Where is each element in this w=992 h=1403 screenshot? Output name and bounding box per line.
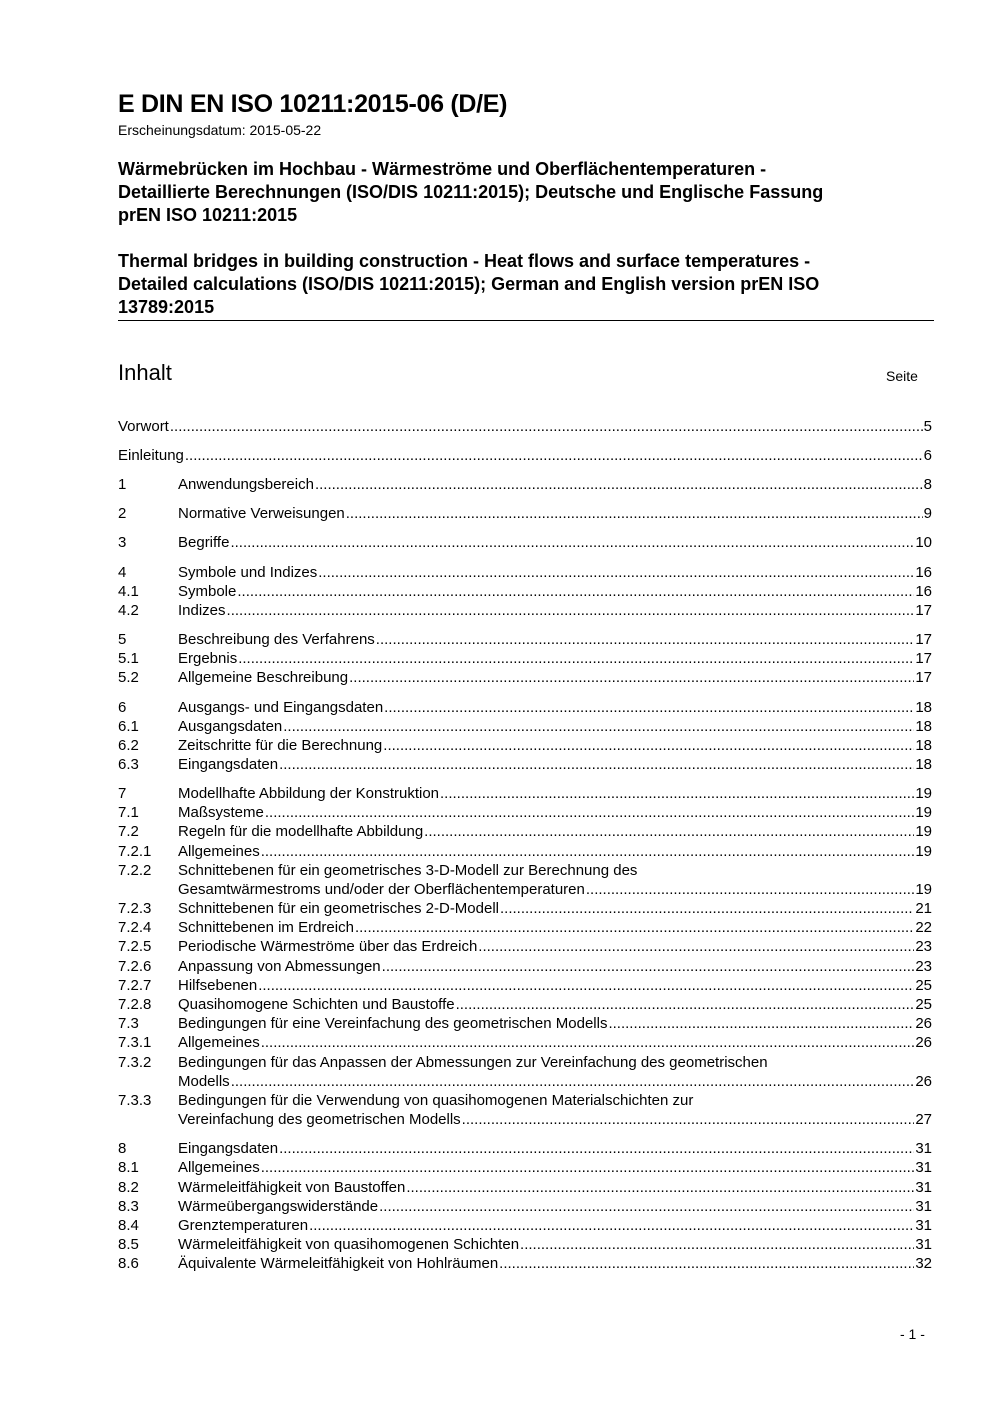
toc-entry-title: Begriffe xyxy=(178,534,230,551)
toc-entry-title: Ergebnis xyxy=(178,650,238,667)
toc-entry xyxy=(118,736,932,755)
toc-entry-title: Schnittebenen im Erdreich xyxy=(178,919,354,936)
toc-entry-title: Grenztemperaturen xyxy=(178,1217,309,1234)
toc-entry xyxy=(118,1139,932,1158)
toc-entry-page: 31 xyxy=(915,1159,932,1176)
toc-entry-page: 5 xyxy=(923,418,932,435)
toc-dot-leader xyxy=(261,842,915,861)
toc-entry-page: 31 xyxy=(915,1140,932,1157)
toc-entry-title: Indizes xyxy=(178,602,226,619)
toc-entry-page: 17 xyxy=(915,669,932,686)
toc-dot-leader xyxy=(309,1216,914,1235)
toc-entry-number: 4.1 xyxy=(118,583,139,600)
toc-entry-page: 19 xyxy=(915,843,932,860)
toc-entry-number: 7.3 xyxy=(118,1015,139,1032)
toc-entry-title: Periodische Wärmeströme über das Erdreich xyxy=(178,938,478,955)
toc-entry xyxy=(118,563,932,582)
toc-dot-leader xyxy=(238,649,914,668)
toc-entry-number: 2 xyxy=(118,505,127,522)
toc-entry xyxy=(118,1158,932,1177)
toc-dot-leader xyxy=(258,976,914,995)
toc-dot-leader xyxy=(231,1072,915,1091)
toc-entry-title: Hilfsebenen xyxy=(178,977,258,994)
toc-entry-number: 7.2.1 xyxy=(118,843,152,860)
toc-entry-number: 6 xyxy=(118,699,127,716)
toc-entry-page: 19 xyxy=(915,823,932,840)
toc-dot-leader xyxy=(261,1158,915,1177)
toc-entry-number: 7.3.2 xyxy=(118,1054,152,1071)
toc-entry-title: Modellhafte Abbildung der Konstruktion xyxy=(178,785,440,802)
toc-entry xyxy=(118,995,932,1014)
toc-entry-page: 26 xyxy=(915,1073,932,1090)
toc-entry-page: 16 xyxy=(915,583,932,600)
toc-dot-leader xyxy=(586,880,914,899)
toc-entry xyxy=(118,822,932,841)
toc-entry xyxy=(118,1091,932,1129)
toc-entry-number: 7.2.4 xyxy=(118,919,152,936)
toc-entry-title: Eingangsdaten xyxy=(178,1140,279,1157)
toc-entry xyxy=(118,918,932,937)
toc-dot-leader xyxy=(279,1139,914,1158)
toc-entry xyxy=(118,417,932,436)
toc-entry-title: Bedingungen für das Anpassen der Abmessungen zur Vereinfachung des geometrischen xyxy=(178,1054,768,1071)
toc-entry-page: 22 xyxy=(915,919,932,936)
toc-entry-number: 8.5 xyxy=(118,1236,139,1253)
toc-entry xyxy=(118,937,932,956)
toc-entry-title-continued: Vereinfachung des geometrischen Modells xyxy=(178,1111,461,1128)
toc-entry xyxy=(118,1053,932,1091)
toc-entry-page: 10 xyxy=(915,534,932,551)
toc-dot-leader xyxy=(349,668,914,687)
toc-entry xyxy=(118,755,932,774)
publication-date: Erscheinungsdatum: 2015-05-22 xyxy=(118,122,322,138)
toc-entry-number: 8.3 xyxy=(118,1198,139,1215)
toc-entry-title: Schnittebenen für ein geometrisches 3-D-Modell zur Berechnung des xyxy=(178,862,638,879)
header-rule xyxy=(118,320,934,321)
toc-entry-page: 19 xyxy=(915,881,932,898)
toc-entry-title: Einleitung xyxy=(118,447,184,464)
toc-entry xyxy=(118,698,932,717)
toc-entry-number: 8.1 xyxy=(118,1159,139,1176)
toc-entry-number: 7.3.3 xyxy=(118,1092,152,1109)
toc-dot-leader xyxy=(383,736,914,755)
toc-entry xyxy=(118,803,932,822)
toc-entry-title: Regeln für die modellhafte Abbildung xyxy=(178,823,424,840)
toc-entry-number: 7.2.8 xyxy=(118,996,152,1013)
toc-entry-number: 6.1 xyxy=(118,718,139,735)
toc-entry-number: 7.2.6 xyxy=(118,958,152,975)
toc-entry-number: 4 xyxy=(118,564,127,581)
toc-entry-number: 1 xyxy=(118,476,127,493)
toc-entry xyxy=(118,1197,932,1216)
toc-entry-page: 17 xyxy=(915,631,932,648)
toc-entry-number: 7.2.5 xyxy=(118,938,152,955)
toc-dot-leader xyxy=(279,755,914,774)
toc-dot-leader xyxy=(237,582,914,601)
toc-entry-number: 3 xyxy=(118,534,127,551)
toc-entry-title: Beschreibung des Verfahrens xyxy=(178,631,375,648)
toc-entry-number: 7.2.3 xyxy=(118,900,152,917)
toc-entry xyxy=(118,717,932,736)
toc-entry-page: 19 xyxy=(915,804,932,821)
toc-entry xyxy=(118,957,932,976)
toc-dot-leader xyxy=(170,417,923,436)
toc-entry-number: 8 xyxy=(118,1140,127,1157)
toc-entry xyxy=(118,1033,932,1052)
toc-dot-leader xyxy=(376,630,915,649)
page-number: - 1 - xyxy=(900,1326,925,1342)
document-id: E DIN EN ISO 10211:2015-06 (D/E) xyxy=(118,90,508,118)
toc-entry-title: Eingangsdaten xyxy=(178,756,279,773)
title-german-line: Detaillierte Berechnungen (ISO/DIS 10211:2015); Deutsche und Englische Fassung xyxy=(118,182,824,202)
title-english-line: Detailed calculations (ISO/DIS 10211:2015); German and English version prEN ISO xyxy=(118,274,820,294)
title-english-line: Thermal bridges in building construction - Heat flows and surface temperatures - xyxy=(118,251,811,271)
toc-entry-number: 7 xyxy=(118,785,127,802)
toc-dot-leader xyxy=(424,822,914,841)
toc-entry xyxy=(118,899,932,918)
toc-entry-number: 6.2 xyxy=(118,737,139,754)
toc-dot-leader xyxy=(440,784,914,803)
toc-entry-title: Normative Verweisungen xyxy=(178,505,345,522)
toc-entry-title: Symbole xyxy=(178,583,237,600)
toc-entry-number: 5.2 xyxy=(118,669,139,686)
title-english-line: 13789:2015 xyxy=(118,297,215,317)
toc-entry-page: 9 xyxy=(923,505,932,522)
toc-entry-page: 23 xyxy=(915,938,932,955)
toc-entry-page: 19 xyxy=(915,785,932,802)
toc-entry-page: 8 xyxy=(923,476,932,493)
toc-entry-title: Schnittebenen für ein geometrisches 2-D-Modell xyxy=(178,900,499,917)
toc-entry xyxy=(118,976,932,995)
toc-heading: Inhalt xyxy=(118,360,172,385)
toc-entry-page: 31 xyxy=(915,1179,932,1196)
toc-entry-number: 8.6 xyxy=(118,1255,139,1272)
toc-entry xyxy=(118,533,932,552)
toc-entry-title: Vorwort xyxy=(118,418,169,435)
toc-entry-title: Bedingungen für die Verwendung von quasihomogenen Materialschichten zur xyxy=(178,1092,694,1109)
toc-entry-number: 5.1 xyxy=(118,650,139,667)
toc-entry-page: 25 xyxy=(915,996,932,1013)
toc-dot-leader xyxy=(283,717,914,736)
toc-entry-page: 21 xyxy=(915,900,932,917)
toc-entry-title: Ausgangsdaten xyxy=(178,718,283,735)
toc-dot-leader xyxy=(520,1235,914,1254)
toc-entry-number: 8.2 xyxy=(118,1179,139,1196)
toc-entry-title: Bedingungen für eine Vereinfachung des geometrischen Modells xyxy=(178,1015,608,1032)
toc-entry xyxy=(118,784,932,803)
toc-entry xyxy=(118,504,932,523)
toc-dot-leader xyxy=(355,918,914,937)
title-german xyxy=(118,158,918,227)
toc-entry-number: 8.4 xyxy=(118,1217,139,1234)
toc-entry-number: 7.2 xyxy=(118,823,139,840)
toc-page-column-label: Seite xyxy=(886,368,918,384)
toc-dot-leader xyxy=(500,899,914,918)
toc-entry-page: 6 xyxy=(923,447,932,464)
toc-entry-title: Maßsysteme xyxy=(178,804,264,821)
toc-entry-page: 18 xyxy=(915,718,932,735)
toc-entry xyxy=(118,1178,932,1197)
toc-dot-leader xyxy=(382,957,915,976)
toc-entry-title: Anpassung von Abmessungen xyxy=(178,958,381,975)
toc-dot-leader xyxy=(462,1110,915,1129)
toc-entry xyxy=(118,1014,932,1033)
toc-dot-leader xyxy=(346,504,923,523)
toc-entry-number: 4.2 xyxy=(118,602,139,619)
toc-entry-title: Allgemeines xyxy=(178,843,260,860)
toc-entry-title: Wärmeleitfähigkeit von quasihomogenen Schichten xyxy=(178,1236,520,1253)
toc-dot-leader xyxy=(456,995,915,1014)
toc-dot-leader xyxy=(185,446,923,465)
toc-entry xyxy=(118,1235,932,1254)
toc-entry-title: Anwendungsbereich xyxy=(178,476,314,493)
toc-entry-page: 18 xyxy=(915,699,932,716)
toc-entry-title-continued: Modells xyxy=(178,1073,230,1090)
toc-dot-leader xyxy=(265,803,914,822)
toc-entry-page: 17 xyxy=(915,602,932,619)
toc-dot-leader xyxy=(261,1033,915,1052)
toc-entry-page: 26 xyxy=(915,1015,932,1032)
toc-entry-page: 31 xyxy=(915,1217,932,1234)
toc-dot-leader xyxy=(227,601,915,620)
toc-entry xyxy=(118,1254,932,1273)
toc-entry xyxy=(118,630,932,649)
toc-dot-leader xyxy=(315,475,923,494)
toc-entry xyxy=(118,446,932,465)
toc-dot-leader xyxy=(406,1178,914,1197)
toc-entry xyxy=(118,582,932,601)
toc-entry-title: Zeitschritte für die Berechnung xyxy=(178,737,383,754)
toc-entry xyxy=(118,601,932,620)
toc-entry-page: 16 xyxy=(915,564,932,581)
toc-dot-leader xyxy=(230,533,914,552)
toc-entry-number: 7.3.1 xyxy=(118,1034,152,1051)
toc-entry xyxy=(118,475,932,494)
toc-entry xyxy=(118,1216,932,1235)
toc-dot-leader xyxy=(478,937,914,956)
toc-dot-leader xyxy=(384,698,914,717)
toc-entry-number: 7.1 xyxy=(118,804,139,821)
toc-entry-page: 32 xyxy=(915,1255,932,1272)
title-german-line: Wärmebrücken im Hochbau - Wärmeströme und Oberflächentemperaturen - xyxy=(118,159,767,179)
toc-entry-title-continued: Gesamtwärmestroms und/oder der Oberflächentemperaturen xyxy=(178,881,585,898)
toc-entry xyxy=(118,649,932,668)
toc-entry xyxy=(118,861,932,899)
toc-entry-page: 23 xyxy=(915,958,932,975)
toc-entry-page: 31 xyxy=(915,1198,932,1215)
toc-dot-leader xyxy=(499,1254,914,1273)
toc-dot-leader xyxy=(608,1014,914,1033)
toc-entry-page: 31 xyxy=(915,1236,932,1253)
toc-entry-number: 7.2.7 xyxy=(118,977,152,994)
toc-entry-page: 26 xyxy=(915,1034,932,1051)
toc-entry-title: Allgemeines xyxy=(178,1034,260,1051)
title-german-line: prEN ISO 10211:2015 xyxy=(118,205,298,225)
toc-entry-page: 18 xyxy=(915,756,932,773)
toc-entry-title: Allgemeines xyxy=(178,1159,260,1176)
title-english xyxy=(118,250,918,319)
toc-entry-title: Quasihomogene Schichten und Baustoffe xyxy=(178,996,455,1013)
toc-entry-title: Äquivalente Wärmeleitfähigkeit von Hohlräumen xyxy=(178,1255,499,1272)
toc-entry-number: 5 xyxy=(118,631,127,648)
toc-entry-page: 17 xyxy=(915,650,932,667)
toc-entry-title: Wärmeleitfähigkeit von Baustoffen xyxy=(178,1179,406,1196)
toc-entry-title: Allgemeine Beschreibung xyxy=(178,669,349,686)
toc-entry-number: 7.2.2 xyxy=(118,862,152,879)
toc-entry-title: Symbole und Indizes xyxy=(178,564,318,581)
toc-entry xyxy=(118,668,932,687)
toc-entry-page: 18 xyxy=(915,737,932,754)
toc-entry-title: Ausgangs- und Eingangsdaten xyxy=(178,699,384,716)
toc-entry-title: Wärmeübergangswiderstände xyxy=(178,1198,379,1215)
toc-entry-page: 25 xyxy=(915,977,932,994)
toc-dot-leader xyxy=(379,1197,914,1216)
toc-dot-leader xyxy=(318,563,914,582)
toc-entry-number: 6.3 xyxy=(118,756,139,773)
toc-entry-page: 27 xyxy=(915,1111,932,1128)
toc-entry xyxy=(118,842,932,861)
